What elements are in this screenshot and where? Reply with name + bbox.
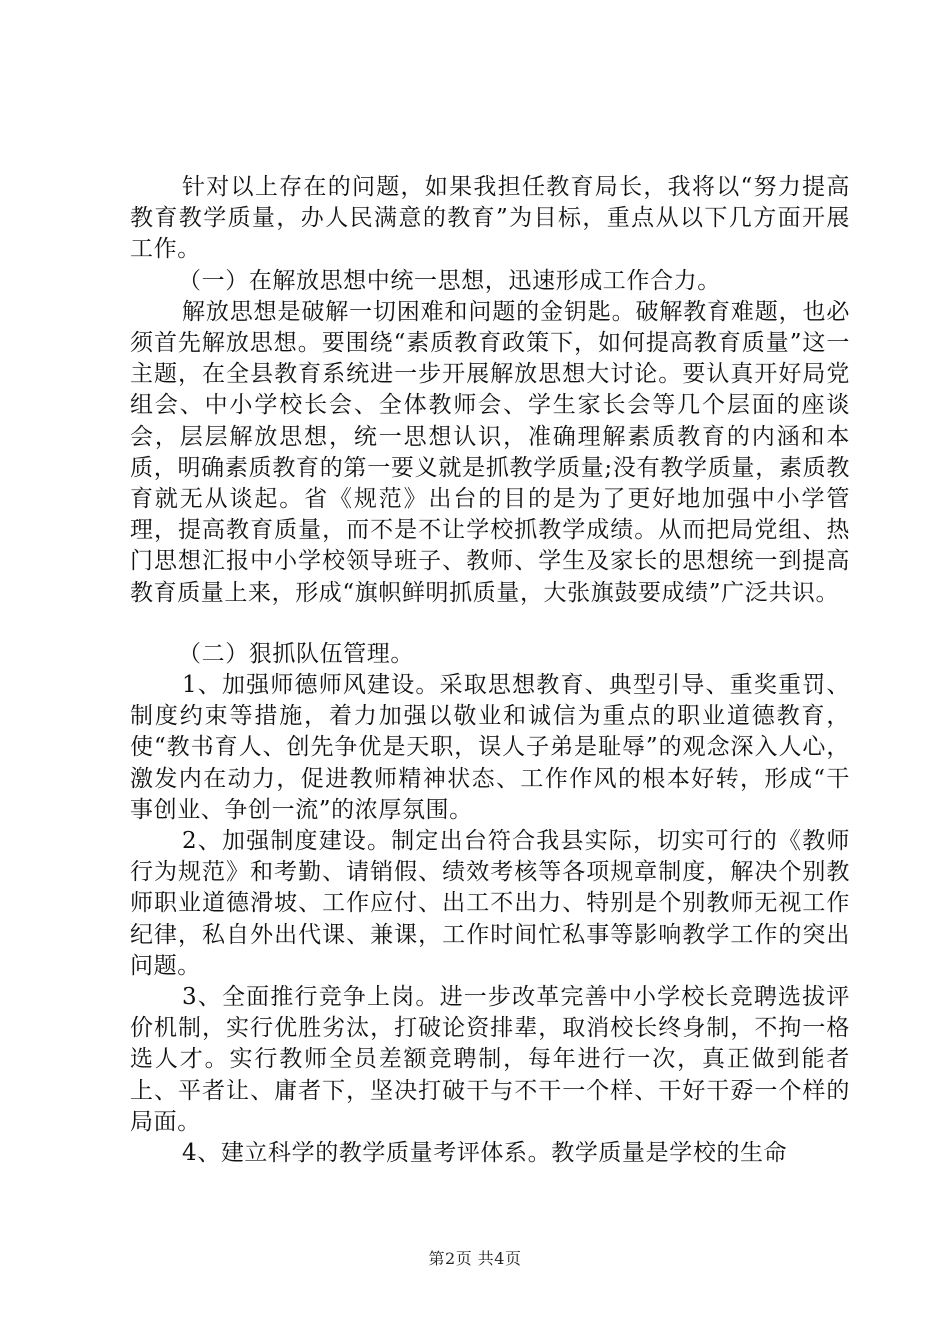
paragraph-item-2: 2、加强制度建设。制定出台符合我县实际，切实可行的《教师行为规范》和考勤、请销假、绩效考核等各项规章制度，解决个别教师职业道德滑坡、工作应付、出工不出力、特别是个别教师无视工作纪律，私自外出代课、兼课，工作时间忙私事等影响教学工作的突出问题。 (130, 828, 850, 979)
paragraph-item-4: 4、建立科学的教学质量考评体系。教学质量是学校的生命 (182, 1140, 788, 1167)
paragraph-intro: 针对以上存在的问题，如果我担任教育局长，我将以“努力提高教育教学质量，办人民满意的教育”为目标，重点从以下几方面开展工作。 (130, 174, 850, 263)
paragraph-liberate-thought: 解放思想是破解一切困难和问题的金钥匙。破解教育难题，也必须首先解放思想。要围绕“素质教育政策下，如何提高教育质量”这一主题，在全县教育系统进一步开展解放思想大讨论。要认真开好局党组会、中小学校长会、全体教师会、学生家长会等几个层面的座谈会，层层解放思想，统一思想认识，准确理解素质教育的内涵和本质，明确素质教育的第一要义就是抓教学质量;没有教学质量，素质教育就无从谈起。省《规范》出台的目的是为了更好地加强中小学管理，提高教育质量，而不是不让学校抓教学成绩。从而把局党组、热门思想汇报中小学校领导班子、教师、学生及家长的思想统一到提高教育质量上来，形成“旗帜鲜明抓质量，大张旗鼓要成绩”广泛共识。 (130, 298, 850, 606)
page-number-footer: 第2页 共4页 (428, 1249, 522, 1268)
paragraph-item-3: 3、全面推行竞争上岗。进一步改革完善中小学校长竞聘选拔评价机制，实行优胜劣汰，打破论资排辈，取消校长终身制，不拘一格选人才。实行教师全员差额竞聘制，每年进行一次，真正做到能者上、平者让、庸者下，坚决打破干与不干一个样、干好干孬一个样的局面。 (130, 984, 850, 1135)
paragraph-item-1: 1、加强师德师风建设。采取思想教育、典型引导、重奖重罚、制度约束等措施，着力加强以敬业和诚信为重点的职业道德教育，使“教书育人、创先争优是天职，误人子弟是耻辱”的观念深入人心，激发内在动力，促进教师精神状态、工作作风的根本好转，形成“干事创业、争创一流”的浓厚氛围。 (130, 672, 850, 823)
section-heading-1: （一）在解放思想中统一思想，迅速形成工作合力。 (178, 267, 721, 294)
section-heading-2: （二）狠抓队伍管理。 (178, 640, 414, 667)
document-body (130, 172, 850, 1169)
